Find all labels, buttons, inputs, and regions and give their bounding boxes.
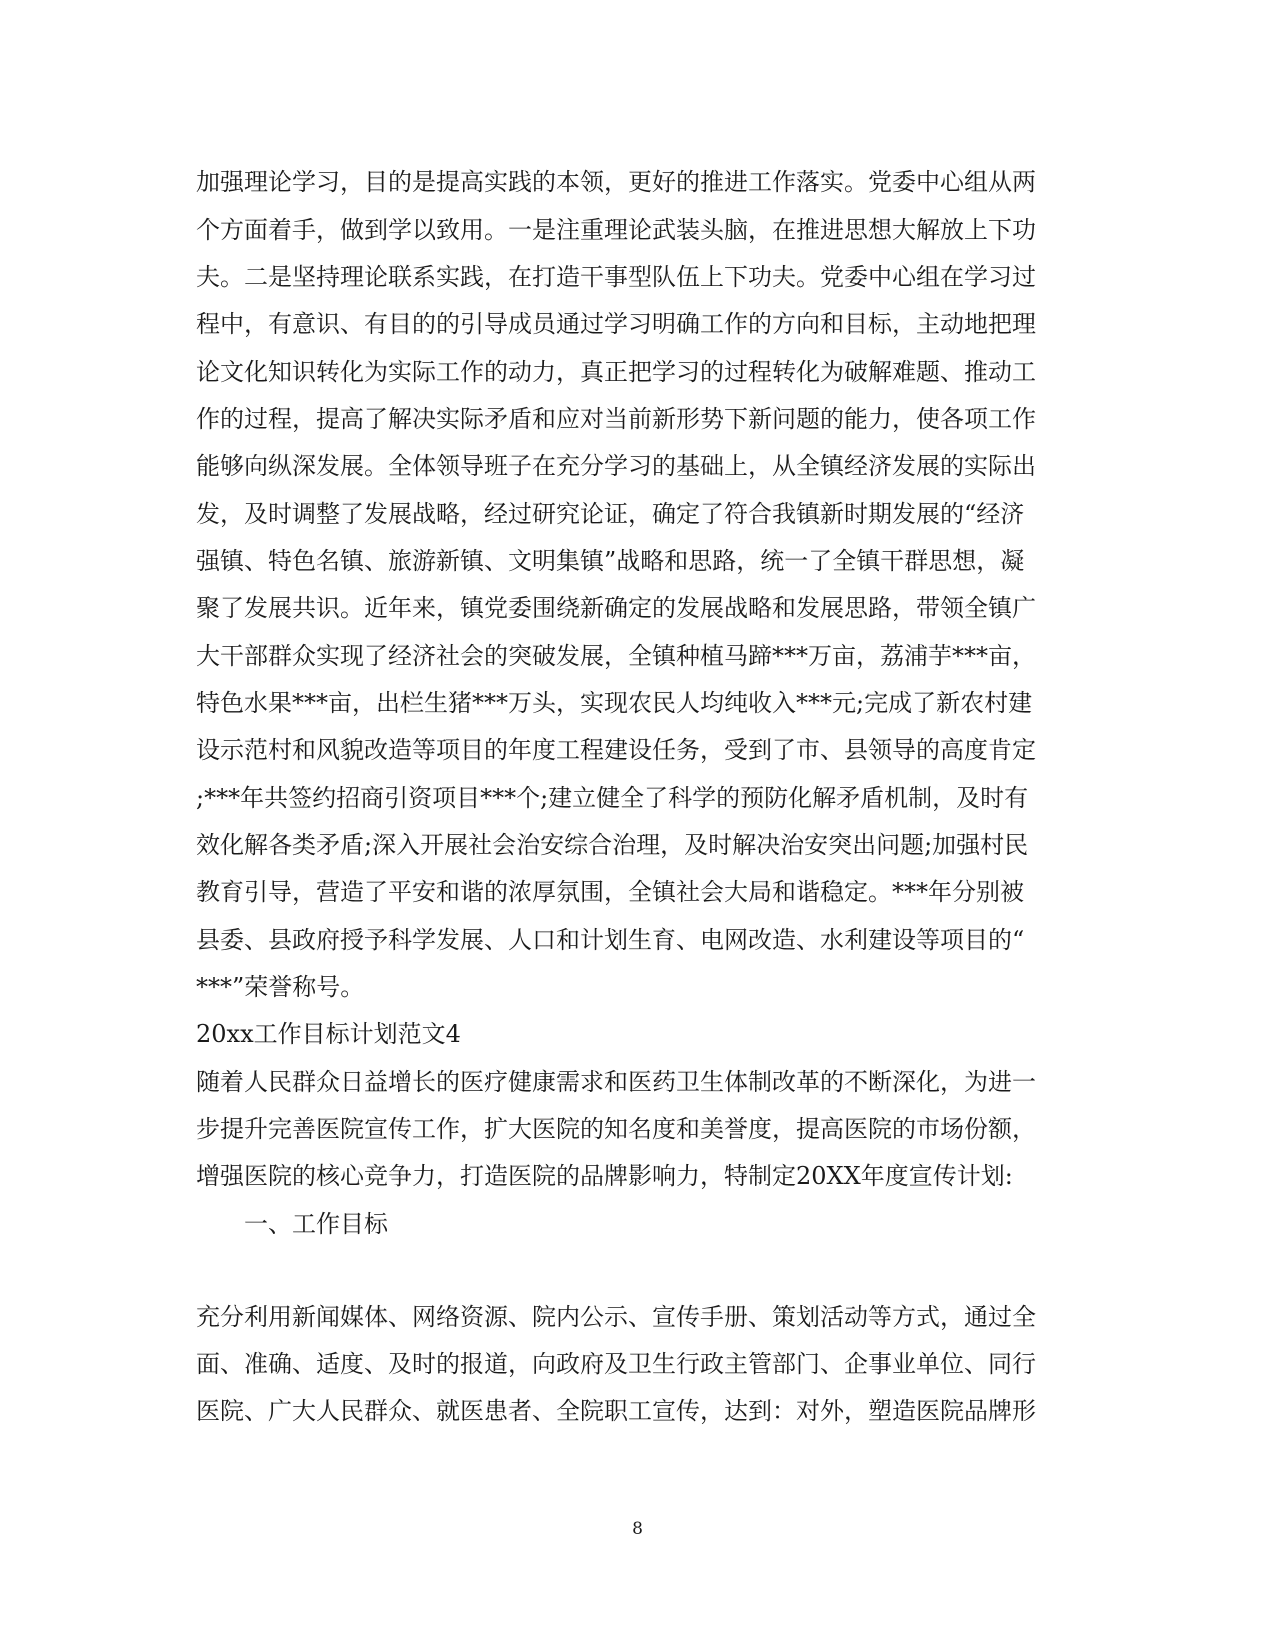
paragraph-line: 夫。二是坚持理论联系实践，在打造干事型队伍上下功夫。党委中心组在学习过	[196, 263, 1036, 291]
paragraph-line: 充分利用新闻媒体、网络资源、院内公示、宣传手册、策划活动等方式，通过全	[196, 1303, 1036, 1331]
paragraph-line: 能够向纵深发展。全体领导班子在充分学习的基础上，从全镇经济发展的实际出	[196, 452, 1036, 480]
page-number: 8	[632, 1519, 643, 1539]
paragraph-line: 县委、县政府授予科学发展、人口和计划生育、电网改造、水利建设等项目的“	[196, 926, 1025, 954]
paragraph-line: 发，及时调整了发展战略，经过研究论证，确定了符合我镇新时期发展的“经济	[196, 500, 1025, 528]
paragraph-line: 设示范村和风貌改造等项目的年度工程建设任务，受到了市、县领导的高度肯定	[196, 736, 1036, 764]
paragraph-line: 面、准确、适度、及时的报道，向政府及卫生行政主管部门、企事业单位、同行	[196, 1350, 1036, 1378]
paragraph-line: 作的过程，提高了解决实际矛盾和应对当前新形势下新问题的能力，使各项工作	[196, 405, 1036, 433]
paragraph-line: ;***年共签约招商引资项目***个;建立健全了科学的预防化解矛盾机制，及时有	[196, 784, 1029, 812]
paragraph-line: 教育引导，营造了平安和谐的浓厚氛围，全镇社会大局和谐稳定。***年分别被	[196, 878, 1024, 906]
paragraph-line: 大干部群众实现了经济社会的突破发展，全镇种植马蹄***万亩，荔浦芋***亩，	[196, 642, 1036, 670]
paragraph-line: 个方面着手，做到学以致用。一是注重理论武装头脑，在推进思想大解放上下功	[196, 216, 1036, 244]
paragraph-line: 效化解各类矛盾;深入开展社会治安综合治理，及时解决治安突出问题;加强村民	[196, 831, 1029, 859]
paragraph-line: 程中，有意识、有目的的引导成员通过学习明确工作的方向和目标，主动地把理	[196, 310, 1036, 338]
subsection-heading: 一、工作目标	[244, 1210, 388, 1238]
paragraph-line: 增强医院的核心竞争力，打造医院的品牌影响力，特制定20XX年度宣传计划:	[196, 1162, 1013, 1190]
paragraph-line: 步提升完善医院宣传工作，扩大医院的知名度和美誉度，提高医院的市场份额，	[196, 1115, 1036, 1143]
paragraph-line: ***”荣誉称号。	[196, 973, 365, 1001]
paragraph-line: 论文化知识转化为实际工作的动力，真正把学习的过程转化为破解难题、推动工	[196, 358, 1036, 386]
paragraph-line: 随着人民群众日益增长的医疗健康需求和医药卫生体制改革的不断深化，为进一	[196, 1068, 1036, 1096]
paragraph-line: 强镇、特色名镇、旅游新镇、文明集镇”战略和思路，统一了全镇干群思想，凝	[196, 547, 1025, 575]
paragraph-line: 医院、广大人民群众、就医患者、全院职工宣传，达到：对外，塑造医院品牌形	[196, 1397, 1036, 1425]
section-heading: 20xx工作目标计划范文4	[196, 1020, 461, 1048]
paragraph-line: 特色水果***亩，出栏生猪***万头，实现农民人均纯收入***元;完成了新农村建	[196, 689, 1033, 717]
paragraph-line: 聚了发展共识。近年来，镇党委围绕新确定的发展战略和发展思路，带领全镇广	[196, 594, 1036, 622]
paragraph-line: 加强理论学习，目的是提高实践的本领，更好的推进工作落实。党委中心组从两	[196, 168, 1036, 196]
